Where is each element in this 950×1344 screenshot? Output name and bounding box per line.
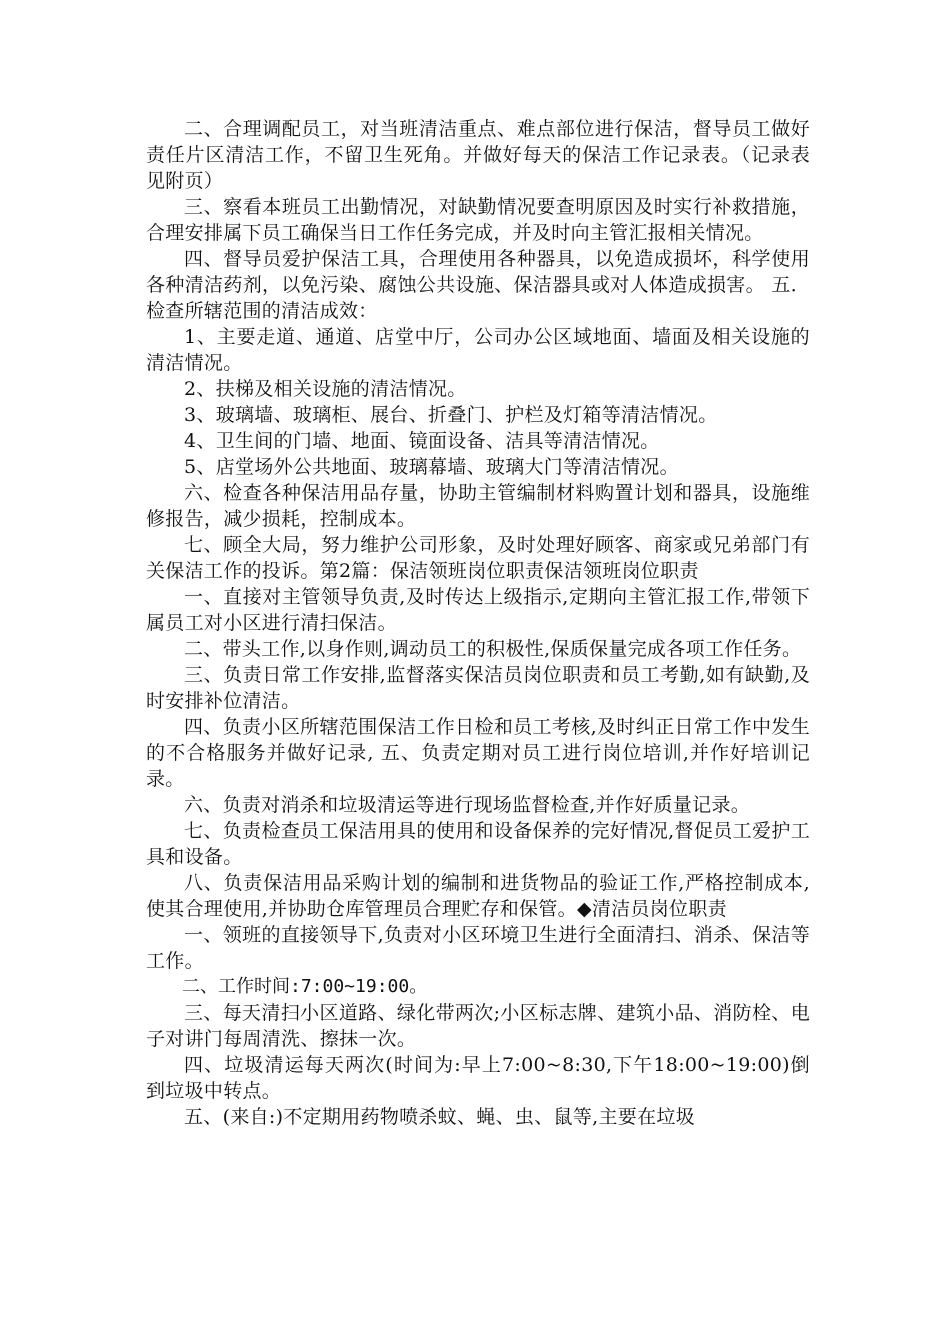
document-body (146, 116, 810, 1130)
paragraph-leader-4: 四、负责小区所辖范围保洁工作日检和员工考核,及时纠正日常工作中发生的不合格服务并做好记录, 五、负责定期对员工进行岗位培训,并作好培训记录。 (146, 716, 810, 790)
paragraph-duty-6: 六、检查各种保洁用品存量，协助主管编制材料购置计划和器具，设施维修报告，减少损耗，控制成本。 (146, 482, 810, 530)
paragraph-cleaner-3: 三、每天清扫小区道路、绿化带两次;小区标志牌、建筑小品、消防栓、电子对讲门每周清洗、擦抹一次。 (146, 1002, 810, 1050)
paragraph-check-1: 1、主要走道、通道、店堂中厅，公司办公区域地面、墙面及相关设施的清洁情况。 (146, 326, 810, 374)
paragraph-check-2: 2、扶梯及相关设施的清洁情况。 (184, 378, 467, 400)
paragraph-leader-7: 七、负责检查员工保洁用具的使用和设备保养的完好情况,督促员工爱护工具和设备。 (146, 820, 810, 868)
paragraph-check-3: 3、玻璃墙、玻璃柜、展台、折叠门、护栏及灯箱等清洁情况。 (184, 404, 718, 426)
paragraph-duty-3: 三、察看本班员工出勤情况，对缺勤情况要查明原因及时实行补救措施，合理安排属下员工确保当日工作任务完成，并及时向主管汇报相关情况。 (146, 196, 810, 244)
paragraph-leader-2: 二、带头工作,以身作则,调动员工的积极性,保质保量完成各项工作任务。 (184, 638, 802, 660)
paragraph-duty-7: 七、顾全大局，努力维护公司形象，及时处理好顾客、商家或兄弟部门有关保洁工作的投诉。第2篇：保洁领班岗位职责保洁领班岗位职责 (146, 534, 810, 582)
paragraph-cleaner-4: 四、垃圾清运每天两次(时间为:早上7:00~8:30,下午18:00~19:00)倒到垃圾中转点。 (146, 1054, 810, 1102)
paragraph-check-4: 4、卫生间的门墙、地面、镜面设备、洁具等清洁情况。 (184, 430, 660, 452)
paragraph-leader-1: 一、直接对主管领导负责,及时传达上级指示,定期向主管汇报工作,带领下属员工对小区进行清扫保洁。 (146, 586, 810, 634)
paragraph-check-5: 5、店堂场外公共地面、玻璃幕墙、玻璃大门等清洁情况。 (184, 456, 679, 478)
paragraph-leader-8: 八、负责保洁用品采购计划的编制和进货物品的验证工作,严格控制成本,使其合理使用,并协助仓库管理员合理贮存和保管。◆清洁员岗位职责 (146, 872, 810, 920)
paragraph-duty-2: 二、合理调配员工，对当班清洁重点、难点部位进行保洁，督导员工做好责任片区清洁工作，不留卫生死角。并做好每天的保洁工作记录表。（记录表见附页） (146, 118, 810, 192)
paragraph-duty-4: 四、督导员爱护保洁工具，合理使用各种器具，以免造成损坏，科学使用各种清洁药剂，以免污染、腐蚀公共设施、保洁器具或对人体造成损害。 五．检查所辖范围的清洁成效： (146, 248, 810, 322)
paragraph-cleaner-2: 二、工作时间:7:00~19:00。 (182, 976, 428, 997)
paragraph-cleaner-1: 一、领班的直接领导下,负责对小区环境卫生进行全面清扫、消杀、保洁等工作。 (146, 924, 810, 972)
paragraph-cleaner-5: 五、(来自:)不定期用药物喷杀蚊、蝇、虫、鼠等,主要在垃圾 (184, 1106, 695, 1128)
paragraph-leader-3: 三、负责日常工作安排,监督落实保洁员岗位职责和员工考勤,如有缺勤,及时安排补位清洁。 (146, 664, 810, 712)
paragraph-leader-6: 六、负责对消杀和垃圾清运等进行现场监督检查,并作好质量记录。 (184, 794, 751, 816)
